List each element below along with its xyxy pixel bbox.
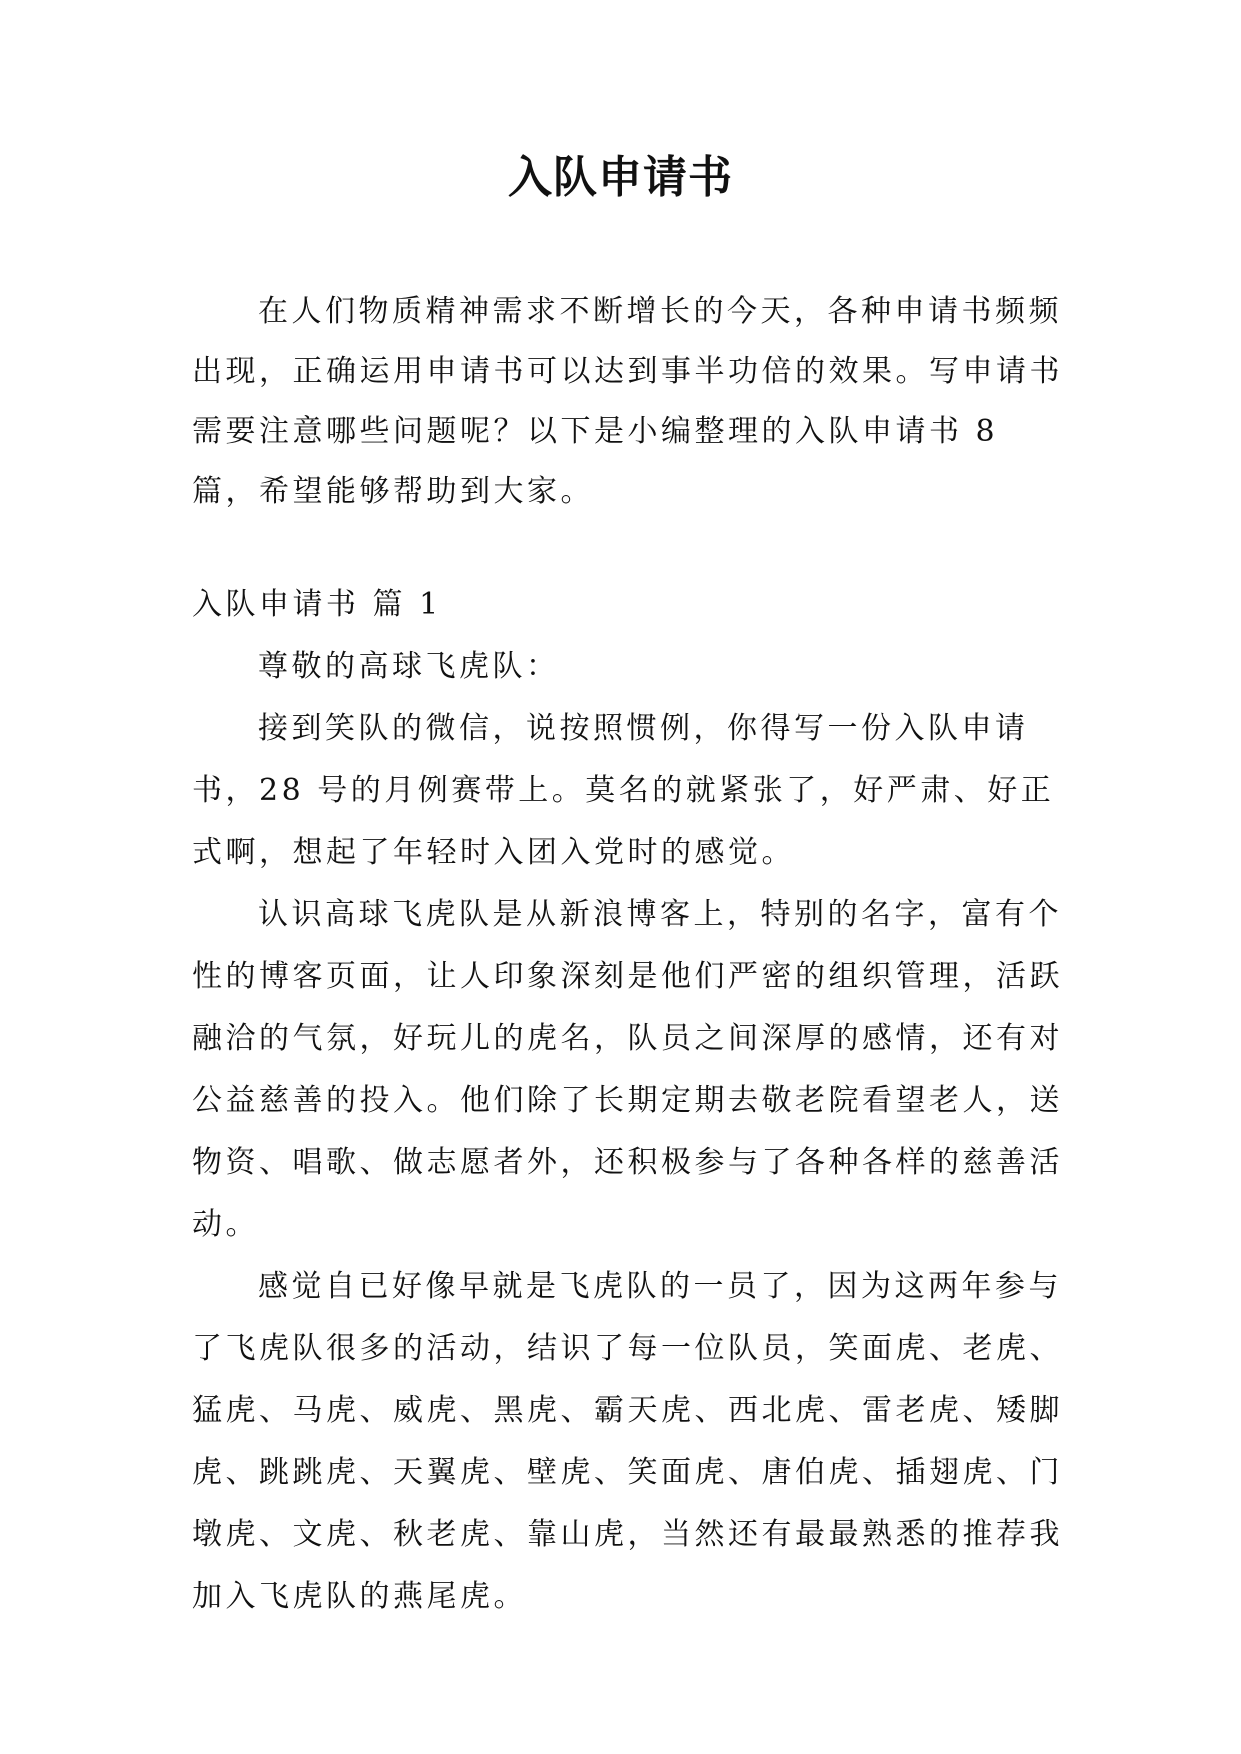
salutation: 尊敬的高球飞虎队：: [258, 649, 560, 684]
body-paragraph: 接到笑队的微信，说按照惯例，你得写一份入队申请书，28 号的月例赛带上。莫名的就紧张了，好严肃、好正式啊，想起了年轻时入团入党时的感觉。: [192, 711, 1055, 870]
body-paragraph: 认识高球飞虎队是从新浪博客上，特别的名字，富有个性的博客页面，让人印象深刻是他们严密的组织管理，活跃融洽的气氛，好玩儿的虎名，队员之间深厚的感情，还有对公益慈善的投入。他们除了长期定期去敬老院看望老人，送物资、唱歌、做志愿者外，还积极参与了各种各样的慈善活动。: [192, 897, 1063, 1242]
section-1: [192, 574, 1072, 1628]
body-paragraph: 感觉自已好像早就是飞虎队的一员了，因为这两年参与了飞虎队很多的活动，结识了每一位队员，笑面虎、老虎、猛虎、马虎、威虎、黑虎、霸天虎、西北虎、雷老虎、矮脚虎、跳跳虎、天翼虎、壁虎、笑面虎、唐伯虎、插翅虎、门墩虎、文虎、秋老虎、靠山虎，当然还有最最熟悉的推荐我加入飞虎队的燕尾虎。: [192, 1269, 1063, 1614]
document-title: 入队申请书: [508, 152, 733, 203]
section-heading: 入队申请书 篇 1: [192, 587, 442, 622]
intro-paragraph: 在人们物质精神需求不断增长的今天，各种申请书频频出现，正确运用申请书可以达到事半功倍的效果。写申请书需要注意哪些问题呢？以下是小编整理的入队申请书 8 篇，希望能够帮助到大家。: [192, 294, 1063, 509]
